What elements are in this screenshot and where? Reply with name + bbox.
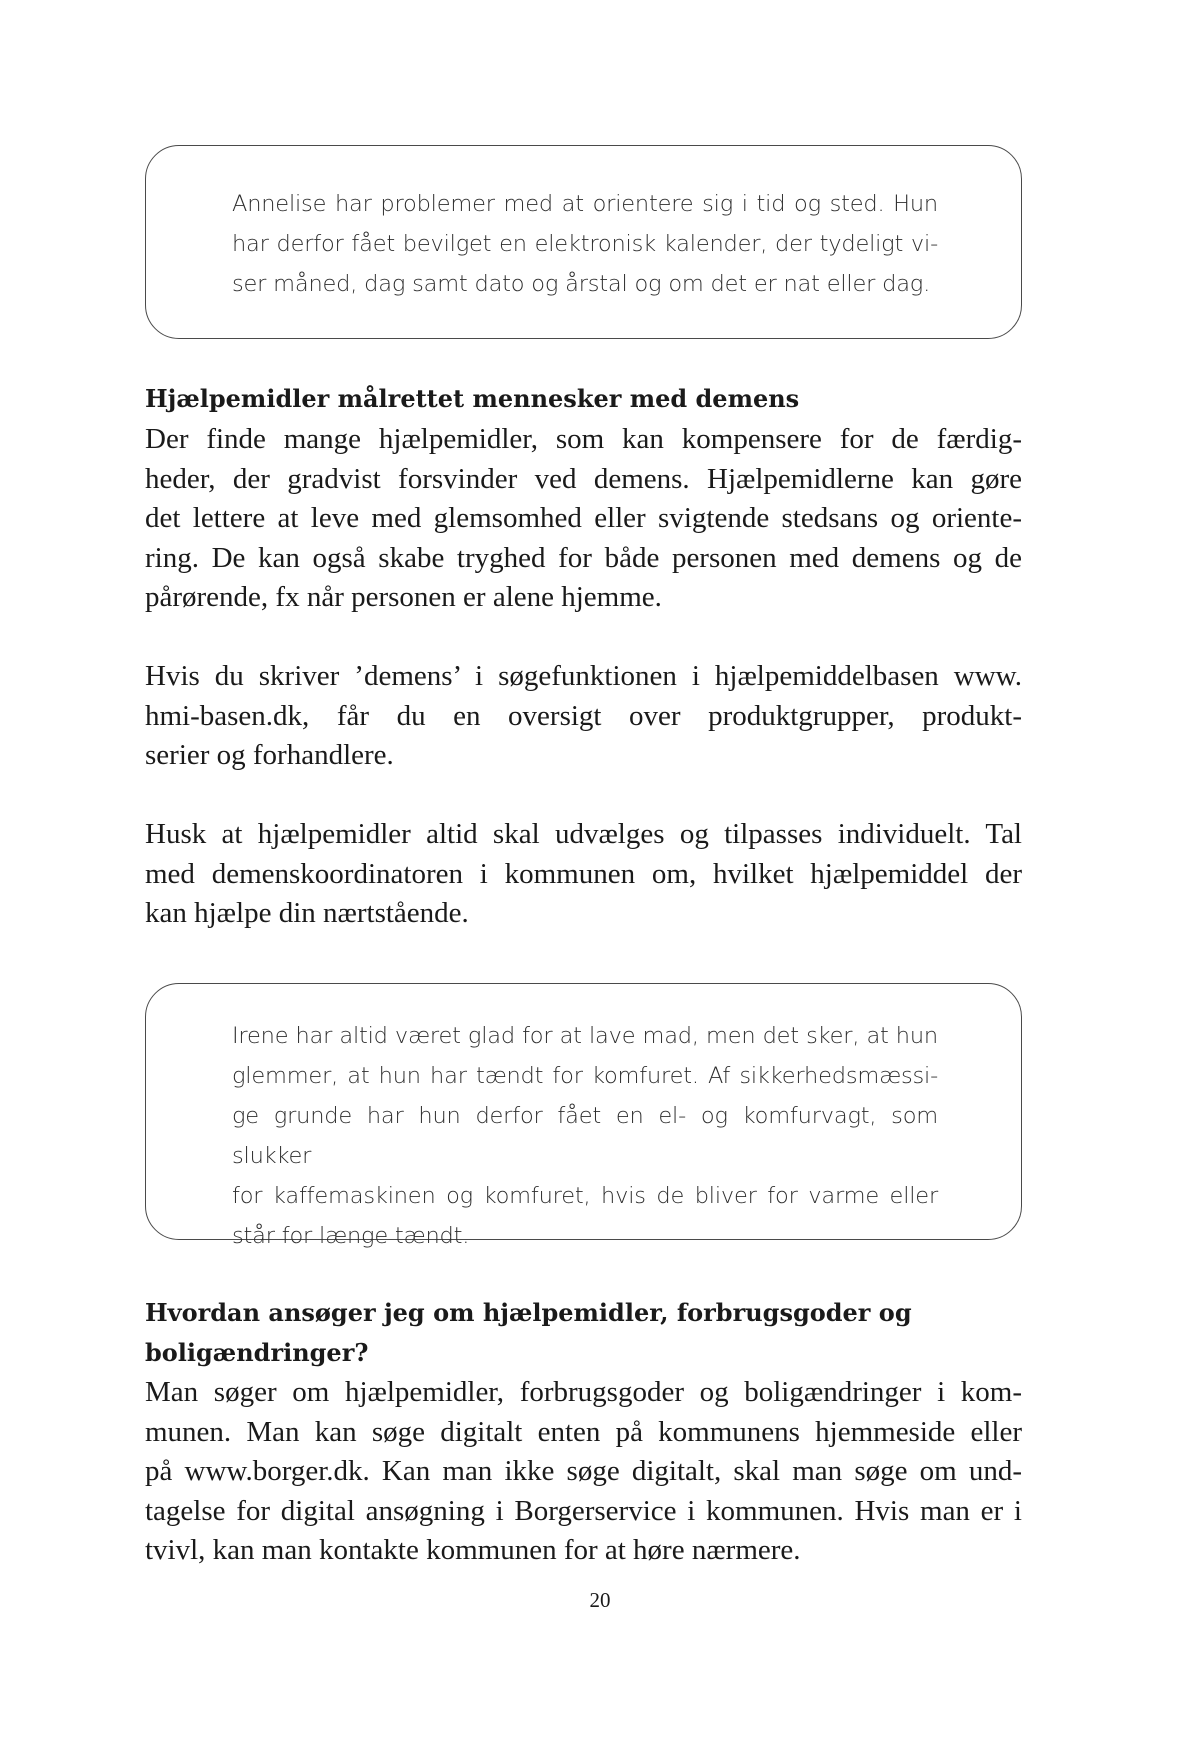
text-line: Hvis du skriver ’demens’ i søgefunktionen i hjælpemiddelbasen www. [145, 660, 1022, 692]
text-line: Irene har altid været glad for at lave mad, men det sker, at hun [232, 1023, 938, 1049]
body-paragraph [145, 420, 1022, 618]
example-box-irene [145, 983, 1022, 1249]
text-line: Man søger om hjælpemidler, forbrugsgoder og boligændringer i kom- [145, 1376, 1022, 1408]
text-line: ge grunde har hun derfor fået en el- og komfurvagt, som slukker [232, 1103, 938, 1169]
body-paragraph [145, 657, 1022, 776]
text-line: det lettere at leve med glemsomhed eller svigtende stedsans og oriente- [145, 502, 1022, 534]
heading-line: Hvordan ansøger jeg om hjælpemidler, forbrugsgoder og [145, 1298, 912, 1327]
text-line: ring. De kan også skabe tryghed for både personen med demens og de [145, 541, 1022, 574]
text-line: serier og forhandlere. [145, 739, 394, 771]
text-line: Husk at hjælpemidler altid skal udvælges og tilpasses individuelt. Tal [145, 818, 1022, 850]
text-line: ser måned, dag samt dato og årstal og om det er nat eller dag. [232, 271, 931, 297]
text-line: for kaffemaskinen og komfuret, hvis de bliver for varme eller [232, 1183, 938, 1209]
text-line: kan hjælpe din nærtstående. [145, 897, 469, 929]
page-number: 20 [589, 1588, 611, 1612]
section-heading: Hjælpemidler målrettet mennesker med demens [145, 384, 800, 413]
text-line: Der finde mange hjælpemidler, som kan kompensere for de færdig- [145, 423, 1022, 455]
text-line: hmi-basen.dk, får du en oversigt over produktgrupper, produkt- [145, 699, 1022, 732]
example-text [232, 1016, 938, 1256]
text-line: står for længe tændt. [232, 1223, 470, 1249]
example-box-annelise [145, 145, 1022, 339]
text-line: på www.borger.dk. Kan man ikke søge digitalt, skal man søge om und- [145, 1455, 1022, 1487]
body-paragraph [145, 815, 1022, 934]
section-heading [145, 1293, 1022, 1373]
text-line: munen. Man kan søge digitalt enten på kommunens hjemmeside eller [145, 1415, 1022, 1448]
heading-line: boligændringer? [145, 1338, 369, 1367]
body-paragraph [145, 1373, 1022, 1571]
text-line: Annelise har problemer med at orientere sig i tid og sted. Hun [232, 191, 938, 217]
text-line: med demenskoordinatoren i kommunen om, hvilket hjælpemiddel der [145, 857, 1022, 890]
example-text [232, 184, 938, 304]
text-line: har derfor fået bevilget en elektronisk kalender, der tydeligt vi- [232, 231, 938, 257]
text-line: glemmer, at hun har tændt for komfuret. Af sikkerhedsmæssi- [232, 1063, 938, 1089]
text-line: heder, der gradvist forsvinder ved demens. Hjælpemidlerne kan gøre [145, 462, 1022, 495]
text-line: pårørende, fx når personen er alene hjemme. [145, 581, 662, 613]
text-line: tvivl, kan man kontakte kommunen for at høre nærmere. [145, 1534, 801, 1566]
text-line: tagelse for digital ansøgning i Borgerservice i kommunen. Hvis man er i [145, 1494, 1022, 1527]
